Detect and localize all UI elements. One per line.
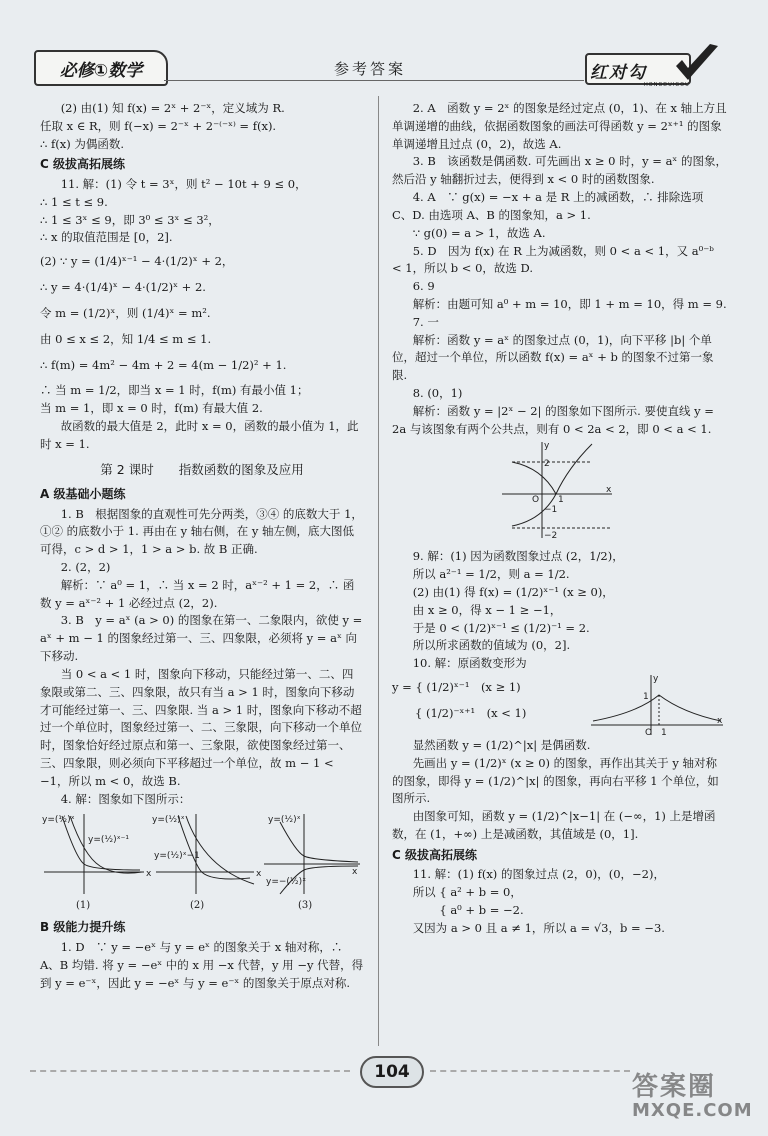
text-para: 3. B 该函数是偶函数. 可先画出 x ≥ 0 时，y = aˣ 的图象，然后沿 y 轴翻折过去，便得到 x < 0 时的函数图象. (392, 154, 727, 187)
brand-name: 红对勾 (590, 63, 647, 83)
text-line: 9. 解：(1) 因为函数图象过点 (2，1/2)， (412, 549, 624, 564)
section-heading: B 级能力提升练 (40, 920, 126, 935)
text-line: 8. (0，1) (412, 386, 463, 400)
svg-text:O: O (645, 727, 653, 737)
text-para: 5. D 因为 f(x) 在 R 上为减函数，则 0 < a < 1，又 a⁰⁻ᵇ < 1，所以 b < 0，故选 D. (392, 243, 714, 276)
text-line: 6. 9 (412, 279, 435, 294)
text-line: ∴ x 的取值范围是 [0，2]. (40, 230, 173, 245)
watermark-url: MXQE.COM (632, 1100, 753, 1121)
watermark (626, 1066, 756, 1128)
formula-line: y = { (1/2)ˣ⁻¹ (x ≥ 1) (392, 679, 521, 694)
footer-rule-left (30, 1070, 350, 1072)
text-line: ∴ 1 ≤ t ≤ 9. (40, 194, 108, 209)
formula-line: 令 m = (1/2)ˣ，则 (1/4)ˣ = m². (40, 305, 211, 320)
text-line: 10. 解：原函数变形为 (412, 656, 527, 671)
text-para: 1. D ∵ y = −eˣ 与 y = eˣ 的图象关于 x 轴对称，∴ A、B 均错. 将 y = −eˣ 中的 x 用 −x 代替，y 用 −y 代替，得到 y = e⁻ˣ，因此 y = −eˣ 与 y = e⁻ˣ 的图象关于原点对称. (40, 939, 364, 990)
text-para: 1. B 根据图象的直观性可先分两类，③④ 的底数大于 1，①② 的底数小于 1. 再由在 y 轴右侧，在 y 轴左侧，底大图低可得，c > d > 1，1 > a > b. 故 B 正确. (40, 506, 363, 557)
svg-text:2: 2 (544, 459, 550, 470)
text-line: 11. 解：(1) 令 t = 3ˣ，则 t² − 10t + 9 ≤ 0， (60, 177, 307, 192)
svg-text:x: x (717, 715, 723, 726)
section-heading: C 级拔高拓展练 (392, 847, 477, 862)
text-line: 11. 解：(1) f(x) 的图象过点 (2，0)，(0，−2)， (412, 867, 665, 882)
figure-row (40, 808, 364, 916)
formula-line: { (1/2)⁻ˣ⁺¹ (x < 1) (392, 705, 527, 720)
right-column (392, 100, 727, 938)
text-para: 解析：函数 y = |2ˣ − 2| 的图象如下图所示. 要使直线 y = 2a 与该图象有两个公共点，则有 0 < 2a < 2，即 0 < a < 1. (392, 403, 714, 436)
lesson-title: 第 2 课时 指数函数的图象及应用 (100, 461, 304, 477)
section-title: 参考答案 (334, 60, 407, 78)
text-line: 显然函数 y = (1/2)^|x| 是偶函数. (412, 737, 591, 752)
page-header (34, 44, 724, 90)
svg-text:1: 1 (643, 691, 649, 702)
text-line: 故函数的最大值是 2，此时 x = 0，函数的最小值为 1，此时 x = 1. (40, 418, 359, 451)
svg-text:y=−(½)ˣ: y=−(½)ˣ (266, 877, 307, 888)
text-line: ∴ 1 ≤ 3ˣ ≤ 9，即 3⁰ ≤ 3ˣ ≤ 3²， (40, 212, 220, 227)
text-para: 4. A ∵ g(x) = −x + a 是 R 上的减函数，∴ 排除选项 C、D. 由选项 A、B 的图象知，a > 1. (392, 190, 704, 222)
text-line: 于是 0 < (1/2)ˣ⁻¹ ≤ (1/2)⁻¹ = 2. (412, 620, 590, 635)
formula-line: ∴ f(m) = 4m² − 4m + 2 = 4(m − 1/2)² + 1. (40, 357, 287, 372)
text-line: 4. 解：图象如下图所示： (60, 791, 191, 806)
watermark-text: 答案圈 (632, 1072, 717, 1102)
text-line: 当 m = 1，即 x = 0 时，f(m) 有最大值 2. (40, 401, 263, 416)
svg-text:x: x (606, 485, 612, 496)
text-para: 当 0 < a < 1 时，图象向下移动，只能经过第一、二、四象限或第二、三、四象限，故只有当 a > 1 时，图象向下移动才可能经过第一、三、四象限. 当 a > 1 时，图象向下移动不超过一个单位时，图象经过第一、二、三象限，向下移动一个单位时，图象恰好经过原点和第一、三象限，欲使图象经过第一、三、四象限，则必须向下平移超过一个单位，故 m − 1 < −1，所以 m < 0，故选 B. (40, 666, 362, 788)
svg-text:y: y (544, 441, 550, 452)
text-line: 又因为 a > 0 且 a ≠ 1，所以 a = √3，b = −3. (412, 920, 665, 935)
text-line: 所以 a²⁻¹ = 1/2，则 a = 1/2. (412, 567, 570, 582)
header-rule (164, 80, 584, 81)
page-number: 104 (360, 1056, 424, 1088)
svg-text:y=(½)ˣ: y=(½)ˣ (152, 815, 185, 826)
formula-line: ∴ y = 4·(1/4)ˣ − 4·(1/2)ˣ + 2. (40, 280, 206, 295)
svg-text:y=(½)ˣ: y=(½)ˣ (268, 815, 301, 826)
text-line: 所以所求函数的值域为 (0，2]. (412, 638, 571, 653)
svg-text:x: x (352, 867, 358, 878)
text-para: 解析：函数 y = aˣ 的图象过点 (0，1)，向下平移 |b| 个单位，超过一个单位，所以函数 f(x) = aˣ + b 的图象不过第一象限. (392, 332, 714, 383)
text-line: (2) 由(1) 知 f(x) = 2ˣ + 2⁻ˣ，定义域为 R. (60, 101, 285, 115)
formula-line: ∴ 当 m = 1/2，即当 x = 1 时，f(m) 有最小值 1； (40, 383, 309, 398)
text-line: 由 x ≥ 0，得 x − 1 ≥ −1， (412, 602, 562, 617)
text-line: 所以 { a² + b = 0， (412, 885, 522, 900)
text-line: 解析：由题可知 a⁰ + m = 10，即 1 + m = 10，得 m = 9. (412, 296, 727, 311)
left-column (40, 100, 364, 992)
svg-text:−1: −1 (544, 505, 558, 516)
svg-text:y=(½)ˣ⁻¹: y=(½)ˣ⁻¹ (88, 835, 129, 846)
section-heading: C 级拔高拓展练 (40, 157, 125, 172)
formula-line: (2) ∵ y = (1/4)ˣ⁻¹ − 4·(1/2)ˣ + 2， (40, 254, 234, 269)
figure-caption: (2) (190, 900, 205, 912)
text-line: { a⁰ + b = −2. (412, 903, 524, 918)
svg-text:y=(½)ˣ−1: y=(½)ˣ−1 (154, 851, 200, 862)
text-para: 由图象可知，函数 y = (1/2)^|x−1| 在 (−∞，1) 上是增函数，在 (1，+∞) 上是减函数，其值域是 (0，1]. (392, 809, 716, 841)
svg-text:y: y (653, 673, 659, 684)
text-line: ∴ f(x) 为偶函数. (40, 136, 124, 151)
section-heading: A 级基础小题练 (40, 486, 126, 501)
text-line: (2) 由(1) 得 f(x) = (1/2)ˣ⁻¹ (x ≥ 0)， (412, 584, 614, 599)
text-para: 2. A 函数 y = 2ˣ 的图象是经过定点 (0，1)、在 x 轴上方且单调递增的曲线，依据函数图象的画法可得函数 y = 2ˣ⁺¹ 的图象单调递增且过点 (0，2)，故选 A. (392, 101, 727, 151)
book-title: 必修①数学 (34, 50, 168, 86)
figure-caption: (3) (298, 900, 313, 912)
text-line: 2. (2，2) (60, 560, 111, 574)
text-line: 7. 一 (412, 314, 439, 329)
svg-text:y=(½)ˣ: y=(½)ˣ (42, 815, 75, 826)
svg-text:x: x (256, 869, 262, 880)
page-footer (30, 1050, 730, 1090)
text-para: 3. B y = aˣ (a > 0) 的图象在第一、二象限内，欲使 y = aˣ + m − 1 的图象经过第一、三、四象限，必须将 y = aˣ 向下移动. (40, 613, 363, 664)
graphs-q4 (40, 808, 364, 900)
svg-text:x: x (146, 869, 152, 880)
formula-line: 由 0 ≤ x ≤ 2，知 1/4 ≤ m ≤ 1. (40, 331, 212, 346)
svg-text:−2: −2 (544, 531, 558, 542)
column-divider (378, 96, 379, 1046)
text-line: 任取 x ∈ R，则 f(−x) = 2⁻ˣ + 2⁻⁽⁻ˣ⁾ = f(x). (40, 118, 277, 133)
svg-text:1: 1 (661, 727, 667, 737)
piecewise-block (392, 673, 727, 737)
graph-q10 (587, 673, 727, 737)
footer-rule-right (430, 1070, 630, 1072)
svg-text:O: O (532, 495, 540, 506)
brand-subtitle: HONGDUIGOU (644, 82, 690, 88)
text-para: 解析：∵ a⁰ = 1，∴ 当 x = 2 时，aˣ⁻² + 1 = 2，∴ 函数 y = aˣ⁻² + 1 必经过点 (2，2). (40, 577, 355, 610)
brand-logo (584, 44, 724, 88)
text-para: 先画出 y = (1/2)ˣ (x ≥ 0) 的图象，再作出其关于 y 轴对称的图象，即得 y = (1/2)^|x| 的图象，再向右平移 1 个单位，如图所示. (392, 755, 719, 806)
figure-caption: (1) (76, 900, 91, 912)
graph-q8 (392, 438, 727, 542)
text-line: ∵ g(0) = a > 1，故选 A. (412, 225, 546, 240)
svg-text:1: 1 (558, 495, 564, 506)
